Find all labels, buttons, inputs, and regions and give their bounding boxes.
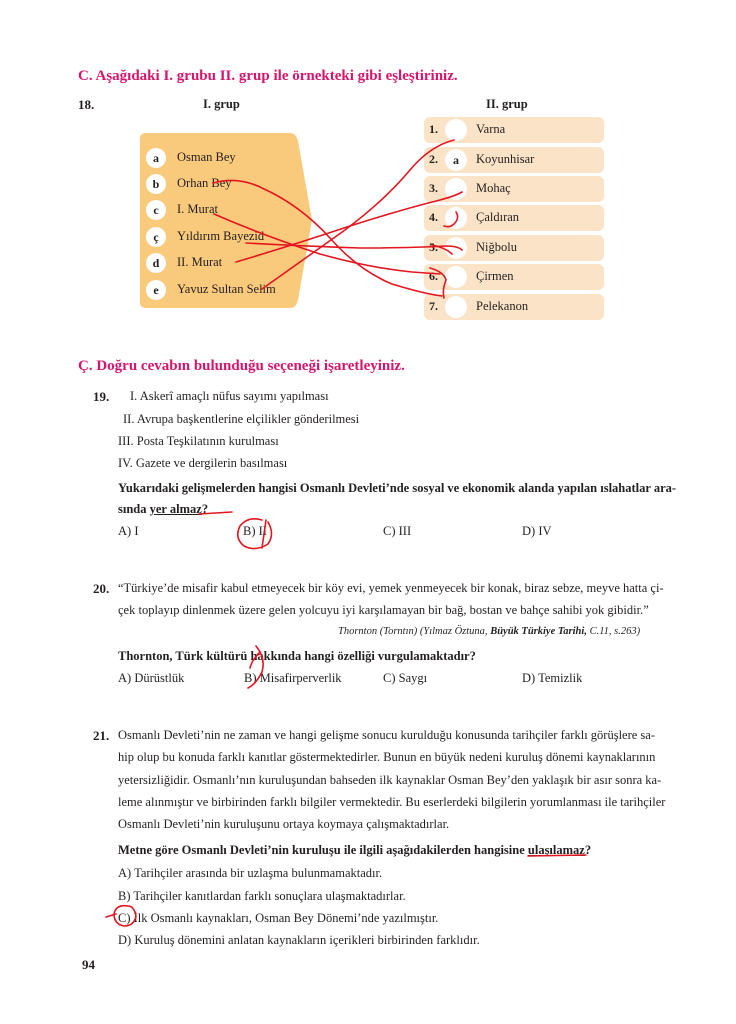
q20-stem: Thornton, Türk kültürü hakkında hangi özelliği vurgulamaktadır?: [118, 649, 476, 663]
question-20-number: 20.: [93, 581, 110, 596]
answer-circle[interactable]: [445, 266, 467, 288]
answer-circle[interactable]: [445, 296, 467, 318]
q21-stem-qmark: ?: [584, 843, 592, 857]
letter-badge-cc: ç: [146, 227, 166, 247]
q19-option-c[interactable]: C) III: [383, 524, 412, 538]
right-item-label: Mohaç: [476, 181, 511, 195]
answer-circle[interactable]: a: [445, 149, 467, 171]
q20-option-d[interactable]: D) Temizlik: [522, 671, 583, 685]
right-item-mohac: [424, 176, 604, 202]
q20-source-author: Thornton (Torntın) (Yılmaz Öztuna,: [338, 626, 491, 637]
right-item-number: 7.: [429, 299, 438, 313]
q21-para-line3: yetersizliğidir. Osmanlı’nın kuruluşundan bahseden ilk kaynaklar Osman Bey’den yaklaşık bir asır sonra ka-: [118, 773, 662, 787]
q19-option-b[interactable]: B) II: [243, 524, 267, 538]
left-item-yavuz-sultan-selim: Yavuz Sultan Selim: [177, 282, 276, 296]
q21-para-line5: Osmanlı Devleti’nin kuruluşunu ortaya koymaya çalışmaktadırlar.: [118, 817, 450, 831]
q20-source-book: Büyük Türkiye Tarihi,: [490, 626, 587, 637]
q19-stem-text: sında: [118, 502, 150, 516]
q19-option-a[interactable]: A) I: [118, 524, 139, 538]
answer-tick-q21: [106, 914, 116, 917]
q21-para-line1: Osmanlı Devleti’nin ne zaman ve hangi gelişme sonucu kurulduğu konusunda tarihçiler farklı görüşlere sa-: [118, 728, 655, 742]
section-cc-title: Ç. Doğru cevabın bulunduğu seçeneği işaretleyiniz.: [78, 358, 405, 374]
left-item-orhan-bey: Orhan Bey: [177, 176, 232, 190]
right-item-varna: [424, 117, 604, 143]
right-item-number: 3.: [429, 181, 438, 195]
q20-source-ref: C.11, s.263): [586, 626, 641, 637]
letter-badge-c: c: [146, 200, 166, 220]
q20-option-b[interactable]: B) Misafirperverlik: [244, 671, 342, 685]
right-item-number: 1.: [429, 122, 438, 136]
q19-stem-line1: Yukarıdaki gelişmelerden hangisi Osmanlı Devleti’nde sosyal ve ekonomik alanda yapılan ıslahatlar ara-: [118, 481, 677, 495]
question-18-number: 18.: [78, 97, 95, 112]
right-item-label: Varna: [476, 122, 506, 136]
right-item-number: 6.: [429, 269, 438, 283]
letter-badge-d: d: [146, 253, 166, 273]
right-item-koyunhisar: [424, 147, 604, 173]
q20-source: [338, 626, 640, 637]
q21-stem-emphasis: ulaşılamaz: [527, 843, 585, 857]
right-item-label: Çaldıran: [476, 210, 520, 224]
q20-quote-line1: “Türkiye’de misafir kabul etmeyecek bir köy evi, yemek yenmeyecek bir konak, biraz sebze, meyve hatta çi-: [118, 581, 664, 595]
answer-circle[interactable]: [445, 237, 467, 259]
right-item-number: 5.: [429, 240, 438, 254]
right-item-label: Niğbolu: [476, 240, 517, 254]
right-item-pelekanon: [424, 294, 604, 320]
q21-option-c[interactable]: C) İlk Osmanlı kaynakları, Osman Bey Dönemi’nde yazılmıştır.: [118, 911, 439, 925]
right-item-number: 2.: [429, 152, 438, 166]
q21-stem-text: Metne göre Osmanlı Devleti’nin kuruluşu ile ilgili aşağıdakilerden hangisine: [118, 843, 528, 857]
letter-badge-e: e: [146, 280, 166, 300]
right-item-caldiran: [424, 205, 604, 231]
group-1-box: [140, 133, 312, 308]
right-item-number: 4.: [429, 210, 438, 224]
right-item-label: Koyunhisar: [476, 152, 535, 166]
section-c-title: C. Aşağıdaki I. grubu II. grup ile örnekteki gibi eşleştiriniz.: [78, 68, 458, 84]
q20-option-a[interactable]: A) Dürüstlük: [118, 671, 185, 685]
page-number: 94: [82, 957, 95, 972]
q19-item-1: I. Askerî amaçlı nüfus sayımı yapılması: [130, 389, 329, 403]
q21-stem: [118, 843, 591, 858]
answer-circle[interactable]: [445, 207, 467, 229]
left-item-yildirim-bayezid: Yıldırım Bayezid: [177, 229, 265, 243]
answer-circle[interactable]: [445, 178, 467, 200]
left-item-osman-bey: Osman Bey: [177, 150, 236, 164]
q19-stem-qmark: ?: [201, 502, 209, 516]
q19-item-3: III. Posta Teşkilatının kurulması: [118, 434, 279, 448]
left-item-i-murat: I. Murat: [177, 202, 218, 216]
right-item-label: Pelekanon: [476, 299, 529, 313]
right-item-cirmen: [424, 264, 604, 290]
right-item-nigbolu: [424, 235, 604, 261]
q21-option-a[interactable]: A) Tarihçiler arasında bir uzlaşma bulunmamaktadır.: [118, 866, 383, 880]
q21-option-b[interactable]: B) Tarihçiler kanıtlardan farklı sonuçlara ulaşmaktadırlar.: [118, 889, 406, 903]
q19-item-2: II. Avrupa başkentlerine elçilikler gönderilmesi: [123, 412, 360, 426]
letter-badge-b: b: [146, 174, 166, 194]
q19-item-4: IV. Gazete ve dergilerin basılması: [118, 456, 288, 470]
question-21-number: 21.: [93, 728, 110, 743]
q19-stem-emphasis: yer almaz: [149, 502, 202, 516]
right-item-label: Çirmen: [476, 269, 514, 283]
q20-quote-line2: çek toplayıp dinlenmek üzere gelen yolcuyu iyi karşılamayan bir bağ, bostan ve bahçe sahibi yok gibidir.”: [118, 603, 649, 617]
group-1-header: I. grup: [203, 97, 240, 111]
group-2-header: II. grup: [486, 97, 528, 111]
q21-option-d[interactable]: D) Kuruluş dönemini anlatan kaynakların içerikleri birbirinden farklıdır.: [118, 933, 480, 947]
question-19-number: 19.: [93, 389, 110, 404]
q20-option-c[interactable]: C) Saygı: [383, 671, 428, 685]
letter-badge-a: a: [146, 148, 166, 168]
answer-circle[interactable]: [445, 119, 467, 141]
q21-para-line4: leme alınmıştır ve birbirinden farklı bilgiler vermektedir. Bu eserlerdeki bilgilerin yorumlanması ile tarihçiler: [118, 795, 666, 809]
left-item-ii-murat: II. Murat: [177, 255, 223, 269]
q19-option-d[interactable]: D) IV: [522, 524, 552, 538]
q21-para-line2: hip olup bu konuda farklı kanıtlar göstermektedirler. Bunun en büyük nedeni kuruluş dönemi kaynaklarının: [118, 750, 656, 764]
q19-stem-line2: [118, 502, 208, 517]
